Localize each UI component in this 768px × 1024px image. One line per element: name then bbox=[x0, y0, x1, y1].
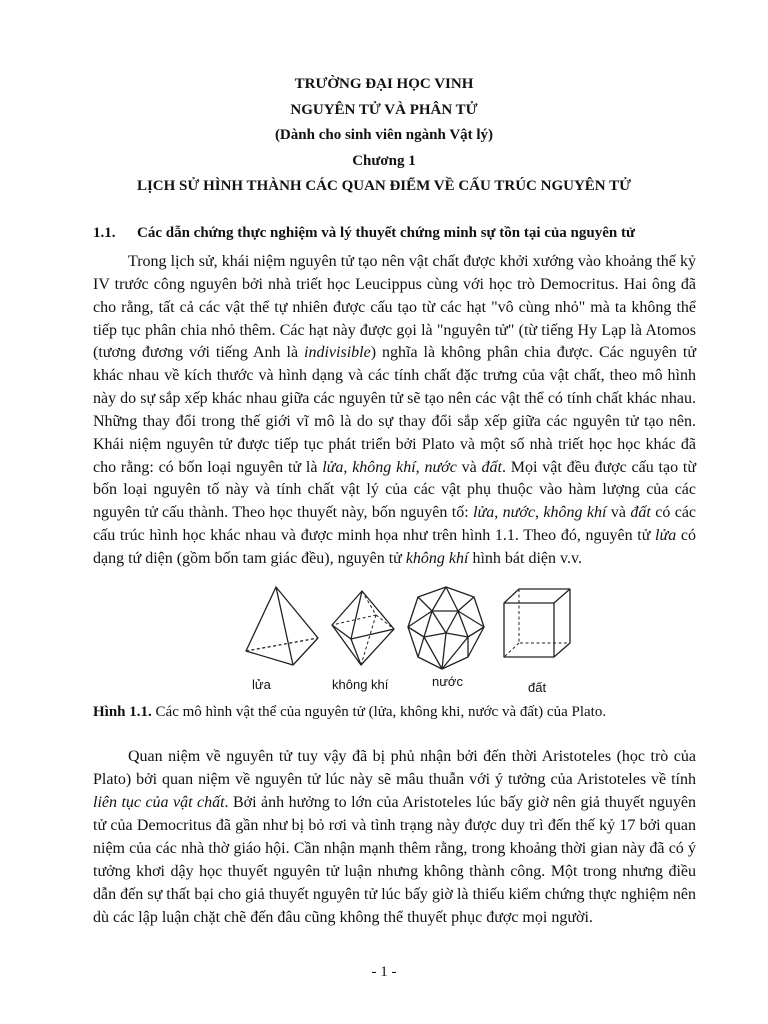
course-title: NGUYÊN TỬ VÀ PHÂN TỬ bbox=[290, 101, 478, 118]
text-span: Quan niệm về nguyên tử tuy vậy đã bị phủ nhận bởi đến thời Aristoteles (học trò của Plato) bởi quan niệm về nguyên tử lúc này sẽ mâu thuẫn với ý tưởng của Aristoteles về tính bbox=[93, 748, 696, 788]
icosahedron-icon bbox=[408, 587, 484, 669]
text-span: Trong lịch sử, khái niệm nguyên tử tạo nên vật chất được khởi xướng vào khoảng thế kỷ IV trước công nguyên bởi nhà triết học Leucippus cùng với học trò Democritus. Hai ông đã cho rằng, tất cả các vật thể tự nhiên được cấu tạo từ các hạt "vô cùng nhỏ" mà ta không thể tiếp tục phân chia nhỏ thêm. Các hạt này được gọi là "nguyên tử" (từ tiếng Hy Lạp là Atomos (tương đương với tiếng Anh là bbox=[93, 253, 696, 362]
paragraph-2 bbox=[93, 745, 696, 929]
label-fire: lửa bbox=[252, 677, 271, 692]
university-name: TRƯỜNG ĐẠI HỌC VINH bbox=[294, 76, 474, 92]
text-span: và bbox=[456, 458, 482, 476]
document-header bbox=[0, 72, 768, 200]
chapter-title: LỊCH SỬ HÌNH THÀNH CÁC QUAN ĐIỂM VỀ CẤU TRÚC NGUYÊN TỬ bbox=[136, 178, 632, 194]
text-span: có các cấu trúc hình học khác nhau và được minh họa như trên hình 1.1. Theo đó, nguyên tử bbox=[93, 504, 697, 545]
text-span: . Bởi ảnh hưởng to lớn của Aristoteles lúc bấy giờ nên giả thuyết nguyên tử của Democritus đã gần như bị bỏ rơi và tình trạng này được duy trì đến thế kỷ 17 bởi quan niệm của các nhà thờ giáo hội. Cần nhận mạnh thêm rằng, trong khoảng thời gian này đã có ý tưởng khơi dậy học thuyết nguyên tử luận nhưng không thành công. Một trong nhưng điều dẫn đến sự thất bại cho giả thuyết nguyên tử lúc bấy giờ là thiếu kiểm chứng thực nghiệm nên dù các lập luận chặt chẽ đến đâu cũng không thể thuyết phục được mọi người. bbox=[93, 794, 696, 926]
text-span: ) nghĩa là không phân chia được. Các nguyên tử khác nhau về kích thước và hình dạng và các tính chất đặc trưng của vật chất, theo mô hình này do sự sắp xếp khác nhau giữa các nguyên tử sẽ tạo nên các vật thể có tính chất khác nhau. Những thay đổi trong thế giới vĩ mô là do sự thay đổi sắp xếp giữa các nguyên tử tạo nên. Khái niệm nguyên tử được tiếp tục phát triển bởi Plato và một số nhà triết học học khác đã cho rằng: có bốn loại nguyên tử là bbox=[93, 344, 697, 476]
label-air: không khí bbox=[332, 677, 389, 692]
italic-term: liên tục của vật chất bbox=[93, 794, 225, 811]
section-heading bbox=[93, 225, 733, 242]
italic-term: indivisible bbox=[304, 344, 371, 362]
italic-term: lửa bbox=[473, 504, 495, 522]
caption-label: Hình 1.1. bbox=[93, 704, 152, 720]
figure-caption bbox=[93, 704, 606, 721]
italic-term: không khí bbox=[543, 504, 607, 522]
platonic-solids-drawing bbox=[236, 585, 596, 695]
figure-platonic-solids bbox=[236, 585, 596, 695]
text-span: có dạng tứ diện (gồm bốn tam giác đều), nguyên tử bbox=[93, 527, 696, 567]
italic-term: đất bbox=[481, 458, 502, 476]
text-span: , bbox=[535, 504, 544, 522]
text-span: và bbox=[606, 504, 631, 522]
text-span: . Mọi vật đều được cấu tạo từ bốn loại nguyên tố này và tính chất vật lý của các vật phụ thuộc vào hàm lượng của các nguyên tử cấu thành. Theo học thuyết này, bốn nguyên tố: bbox=[93, 458, 697, 522]
label-earth: đất bbox=[528, 680, 547, 695]
cube-icon bbox=[504, 589, 570, 657]
italic-term: không khí bbox=[405, 549, 469, 567]
audience-note: (Dành cho sinh viên ngành Vật lý) bbox=[274, 127, 494, 143]
italic-term: lửa bbox=[655, 527, 677, 545]
section-number: 1.1. bbox=[93, 225, 116, 241]
italic-term: lửa, không khí, nước bbox=[322, 458, 457, 476]
page-number: - 1 - bbox=[371, 964, 397, 980]
chapter-label: Chương 1 bbox=[352, 152, 416, 169]
text-span: hình bát diện v.v. bbox=[468, 549, 582, 567]
tetrahedron-icon bbox=[246, 587, 318, 665]
italic-term: đất bbox=[630, 504, 651, 522]
section-title-text: Các dẫn chứng thực nghiệm và lý thuyết chứng minh sự tồn tại của nguyên tử bbox=[137, 225, 635, 241]
caption-text: Các mô hình vật thể của nguyên tử (lửa, không khi, nước và đất) của Plato. bbox=[151, 704, 607, 720]
octahedron-icon bbox=[332, 591, 394, 665]
text-span: , bbox=[494, 504, 503, 522]
paragraph-1 bbox=[93, 251, 696, 571]
label-water: nước bbox=[432, 674, 463, 689]
italic-term: nước bbox=[502, 504, 536, 522]
